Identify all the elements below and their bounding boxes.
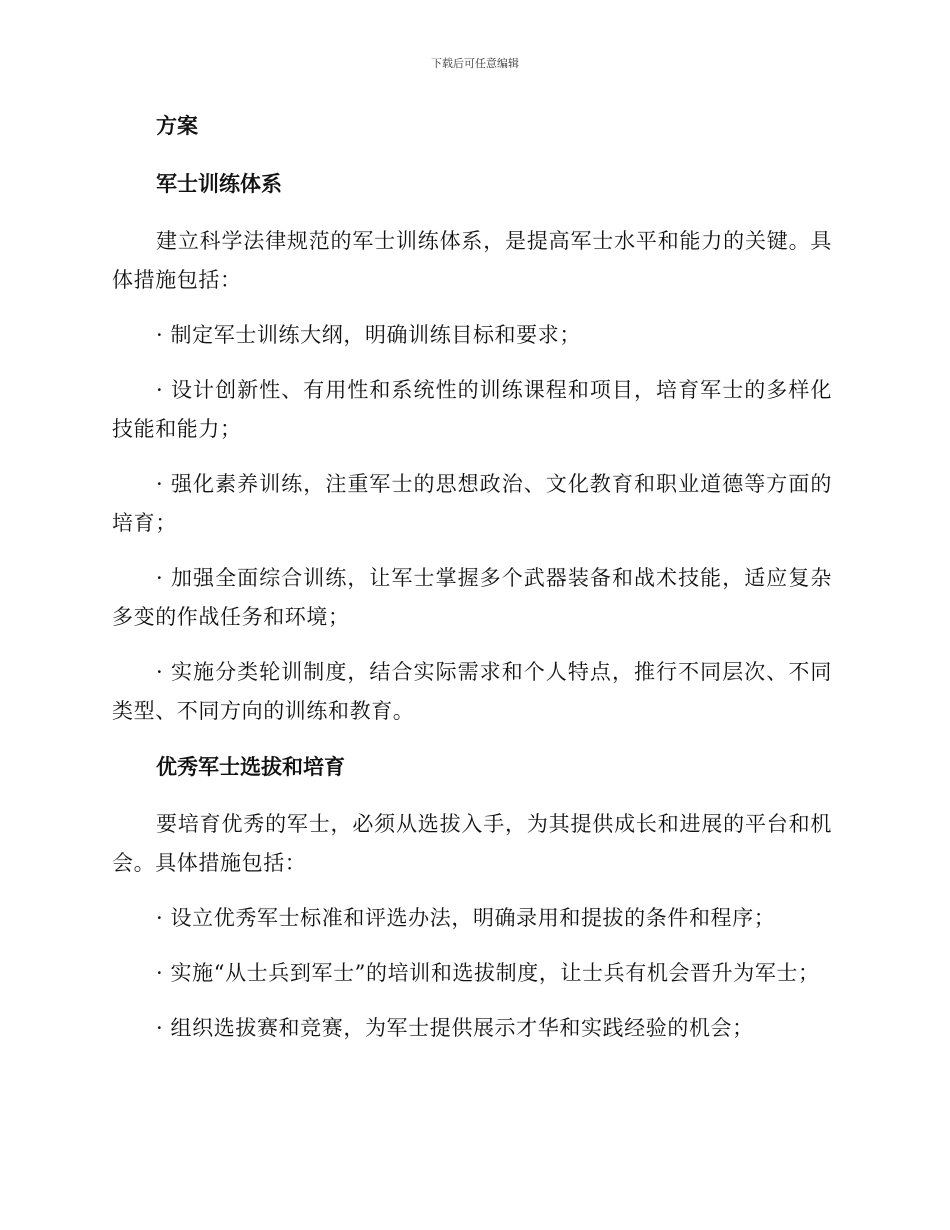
list-item: · 设计创新性、有用性和系统性的训练课程和项目，培育军士的多样化技能和能力； — [112, 378, 832, 441]
section-heading-selection: 优秀军士选拔和培育 — [156, 755, 345, 779]
list-item: · 实施“从士兵到军士”的培训和选拔制度，让士兵有机会晋升为军士； — [156, 961, 820, 985]
list-item: · 组织选拔赛和竞赛，为军士提供展示才华和实践经验的机会； — [156, 1016, 754, 1040]
list-item: · 加强全面综合训练，让军士掌握多个武器装备和战术技能，适应复杂多变的作战任务和环境； — [112, 566, 832, 629]
section-heading-training-system: 军士训练体系 — [156, 172, 282, 196]
section-intro-training-system: 建立科学法律规范的军士训练体系，是提高军士水平和能力的关键。具体措施包括： — [112, 229, 832, 292]
list-item: · 制定军士训练大纲，明确训练目标和要求； — [156, 323, 581, 347]
list-item: · 强化素养训练，注重军士的思想政治、文化教育和职业道德等方面的培育； — [112, 472, 832, 535]
list-item: · 设立优秀军士标准和评选办法，明确录用和提拔的条件和程序； — [156, 906, 776, 930]
header-note: 下载后可任意编辑 — [431, 57, 519, 70]
document-body — [112, 106, 832, 1064]
list-item: · 实施分类轮训制度，结合实际需求和个人特点，推行不同层次、不同类型、不同方向的训练和教育。 — [112, 660, 832, 723]
section-intro-selection: 要培育优秀的军士，必须从选拔入手，为其提供成长和进展的平台和机会。具体措施包括： — [112, 812, 832, 875]
document-title: 方案 — [156, 114, 198, 138]
